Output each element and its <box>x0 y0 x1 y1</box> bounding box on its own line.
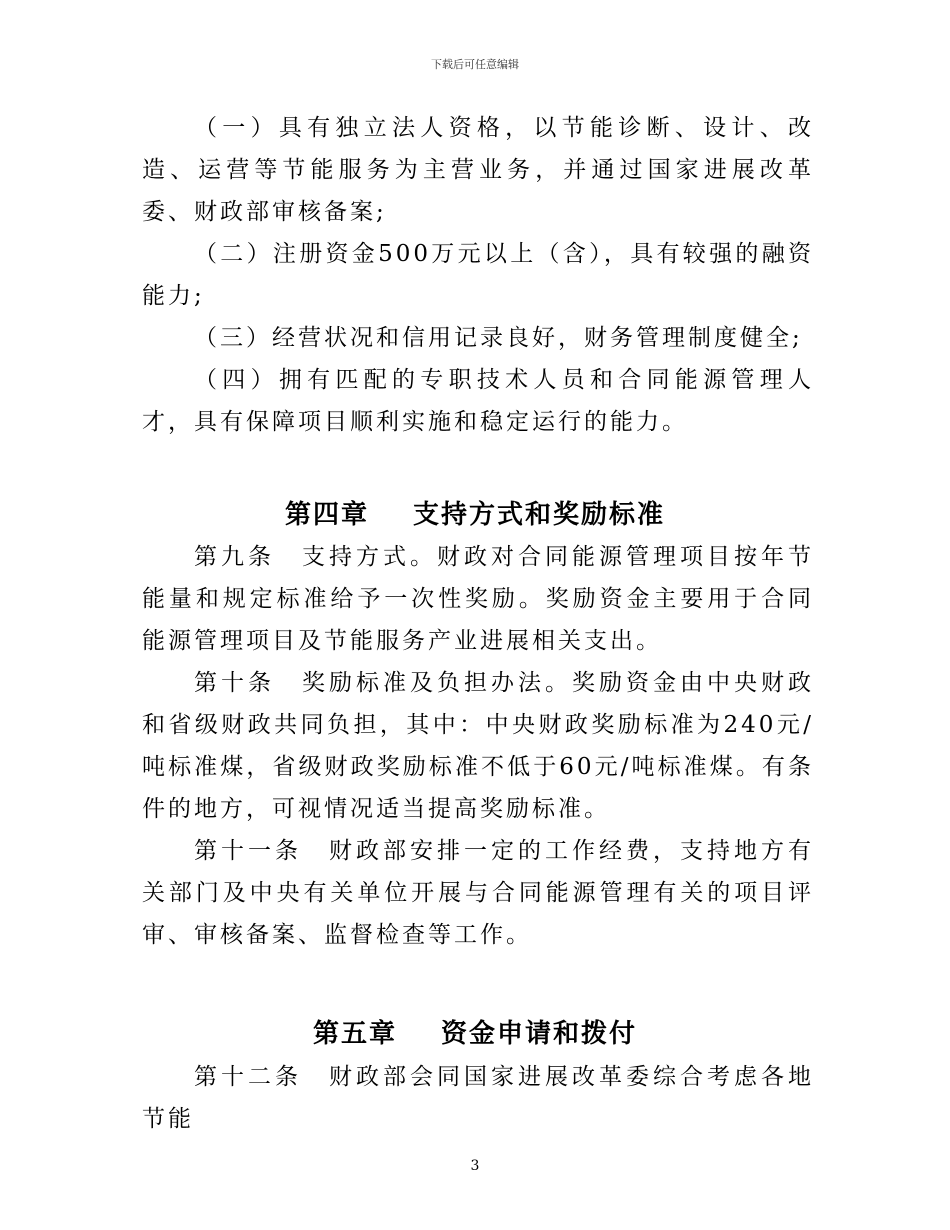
qualification-list <box>142 107 814 443</box>
chapter-heading <box>0 1013 950 1050</box>
header-note: 下载后可任意编辑 <box>431 58 519 71</box>
chapter-title: 资金申请和拨付 <box>441 1019 638 1049</box>
list-item: （一）具有独立法人资格，以节能诊断、设计、改造、运营等节能服务为主营业务，并通过国家进展改革委、财政部审核备案; <box>142 115 814 225</box>
article-paragraph: 第十一条 财政部安排一定的工作经费，支持地方有关部门及中央有关单位开展与合同能源管理有关的项目评审、审核备案、监督检查等工作。 <box>142 838 814 948</box>
chapter-4-body <box>142 536 814 956</box>
chapter-heading <box>0 494 950 531</box>
article-paragraph: 第九条 支持方式。财政对合同能源管理项目按年节能量和规定标准给予一次性奖励。奖励资金主要用于合同能源管理项目及节能服务产业进展相关支出。 <box>142 544 814 654</box>
page-number: 3 <box>470 1158 480 1174</box>
article-paragraph: 第十二条 财政部会同国家进展改革委综合考虑各地节能 <box>142 1064 814 1132</box>
article-paragraph: 第十条 奖励标准及负担办法。奖励资金由中央财政和省级财政共同负担，其中：中央财政奖励标准为240元/吨标准煤，省级财政奖励标准不低于60元/吨标准煤。有条件的地方，可视情况适当提高奖励标准。 <box>142 670 814 822</box>
chapter-5-body <box>142 1056 814 1140</box>
chapter-number: 第四章 <box>284 500 369 530</box>
list-item: （三）经营状况和信用记录良好，财务管理制度健全; <box>194 325 803 351</box>
list-item: （二）注册资金500万元以上（含），具有较强的融资能力; <box>142 241 814 309</box>
chapter-number: 第五章 <box>312 1019 397 1049</box>
chapter-title: 支持方式和奖励标准 <box>413 500 666 530</box>
list-item: （四）拥有匹配的专职技术人员和合同能源管理人才，具有保障项目顺利实施和稳定运行的能力。 <box>142 367 814 435</box>
